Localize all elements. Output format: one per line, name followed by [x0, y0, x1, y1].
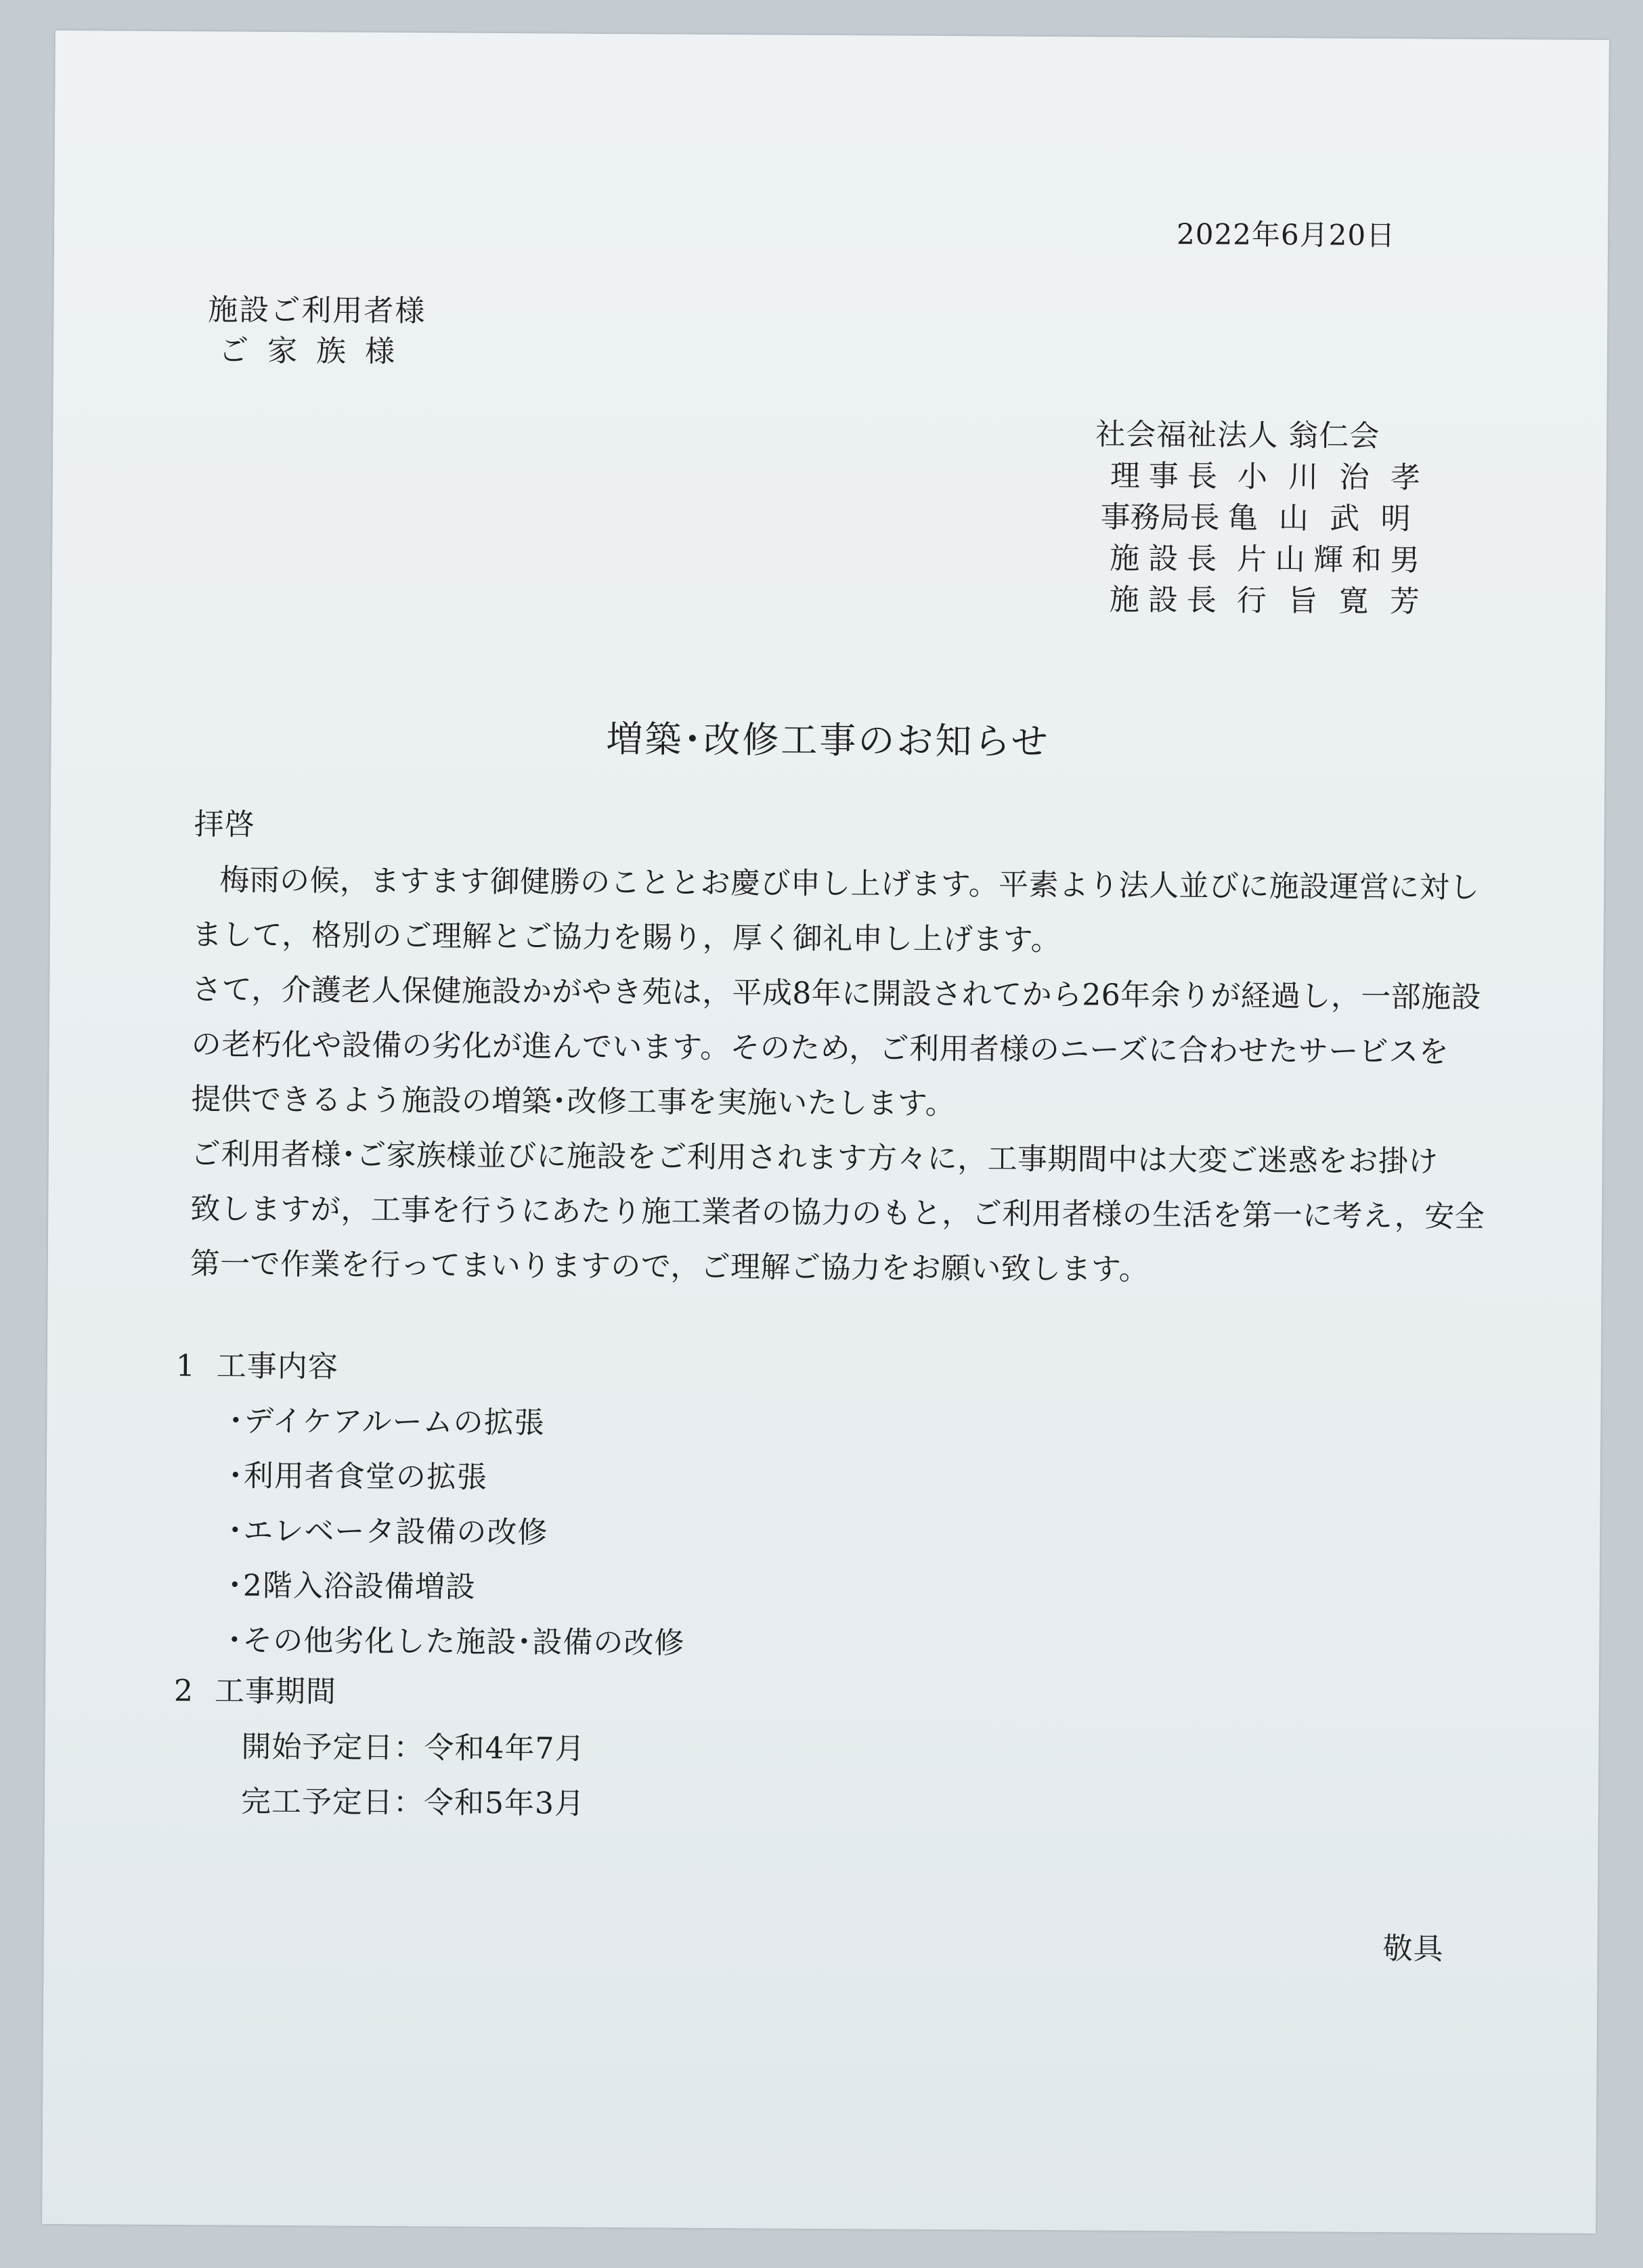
section-title: 工事期間 — [214, 1674, 337, 1709]
work-item: ･利用者食堂の拡張 — [227, 1458, 488, 1495]
signatory-row — [1110, 541, 1420, 578]
work-item: ･その他劣化した施設･設備の改修 — [227, 1623, 685, 1661]
signatory-row — [1100, 500, 1411, 537]
completion-date: 完工予定日：令和5年3月 — [240, 1784, 586, 1821]
section-number: 1 — [175, 1349, 196, 1384]
letter-paper — [42, 30, 1609, 2233]
closing-phrase: 敬具 — [1382, 1932, 1444, 1967]
addressee-line-2: ご家族様 — [218, 333, 414, 370]
sender-organization: 社会福祉法人 翁仁会 — [1095, 417, 1380, 454]
signatory-name: 行旨寛芳 — [1236, 583, 1420, 619]
signatory-role: 事務局長 — [1100, 500, 1220, 536]
body-line: ご利用者様･ご家族様並びに施設をご利用されます方々に，工事期間中は大変ご迷惑をお掛け — [190, 1137, 1439, 1179]
work-item: ･エレベータ設備の改修 — [227, 1513, 548, 1550]
body-line: 第一で作業を行ってまいりますので，ご理解ご協力をお願い致します。 — [190, 1246, 1149, 1287]
signatory-role: 理事長 — [1110, 458, 1218, 494]
addressee-line-1: 施設ご利用者様 — [208, 292, 426, 329]
start-date: 開始予定日：令和4年7月 — [241, 1729, 586, 1766]
opening-greeting: 拝啓 — [194, 807, 255, 842]
letter-title: 増築･改修工事のお知らせ — [606, 718, 1050, 764]
section-number: 2 — [173, 1674, 194, 1709]
body-line: さて，介護老人保健施設かがやき苑は，平成8年に開設されてから26年余りが経過し，一部施設 — [192, 972, 1482, 1015]
signatory-name: 片山輝和男 — [1237, 542, 1420, 578]
body-line: 致しますが，工事を行うにあたり施工業者の協力のもと，ご利用者様の生活を第一に考え，安全 — [190, 1192, 1485, 1234]
body-line: まして，格別のご理解とご協力を賜り，厚く御礼申し上げます。 — [192, 917, 1061, 958]
signatory-role: 施設長 — [1110, 541, 1217, 577]
work-item: ･デイケアルームの拡張 — [228, 1403, 545, 1441]
body-line: の老朽化や設備の劣化が進んでいます。そのため，ご利用者様のニーズに合わせたサービスを — [191, 1027, 1449, 1070]
signatory-name: 小川治孝 — [1237, 459, 1421, 496]
signatory-role: 施設長 — [1109, 582, 1217, 618]
section-heading-work-content — [176, 1351, 338, 1382]
body-line: 梅雨の候，ますます御健勝のこととお慶び申し上げます。平素より法人並びに施設運営に対し — [219, 863, 1480, 905]
signatory-row — [1109, 582, 1420, 619]
letter-date: 2022年6月20日 — [1176, 217, 1396, 253]
signatory-row — [1110, 458, 1421, 496]
body-line: 提供できるよう施設の増築･改修工事を実施いたします。 — [191, 1082, 956, 1122]
section-title: 工事内容 — [216, 1349, 339, 1384]
section-heading-work-period — [174, 1676, 336, 1707]
signatory-name: 亀山武明 — [1227, 500, 1411, 537]
work-item: ･2階入浴設備増設 — [227, 1568, 477, 1605]
